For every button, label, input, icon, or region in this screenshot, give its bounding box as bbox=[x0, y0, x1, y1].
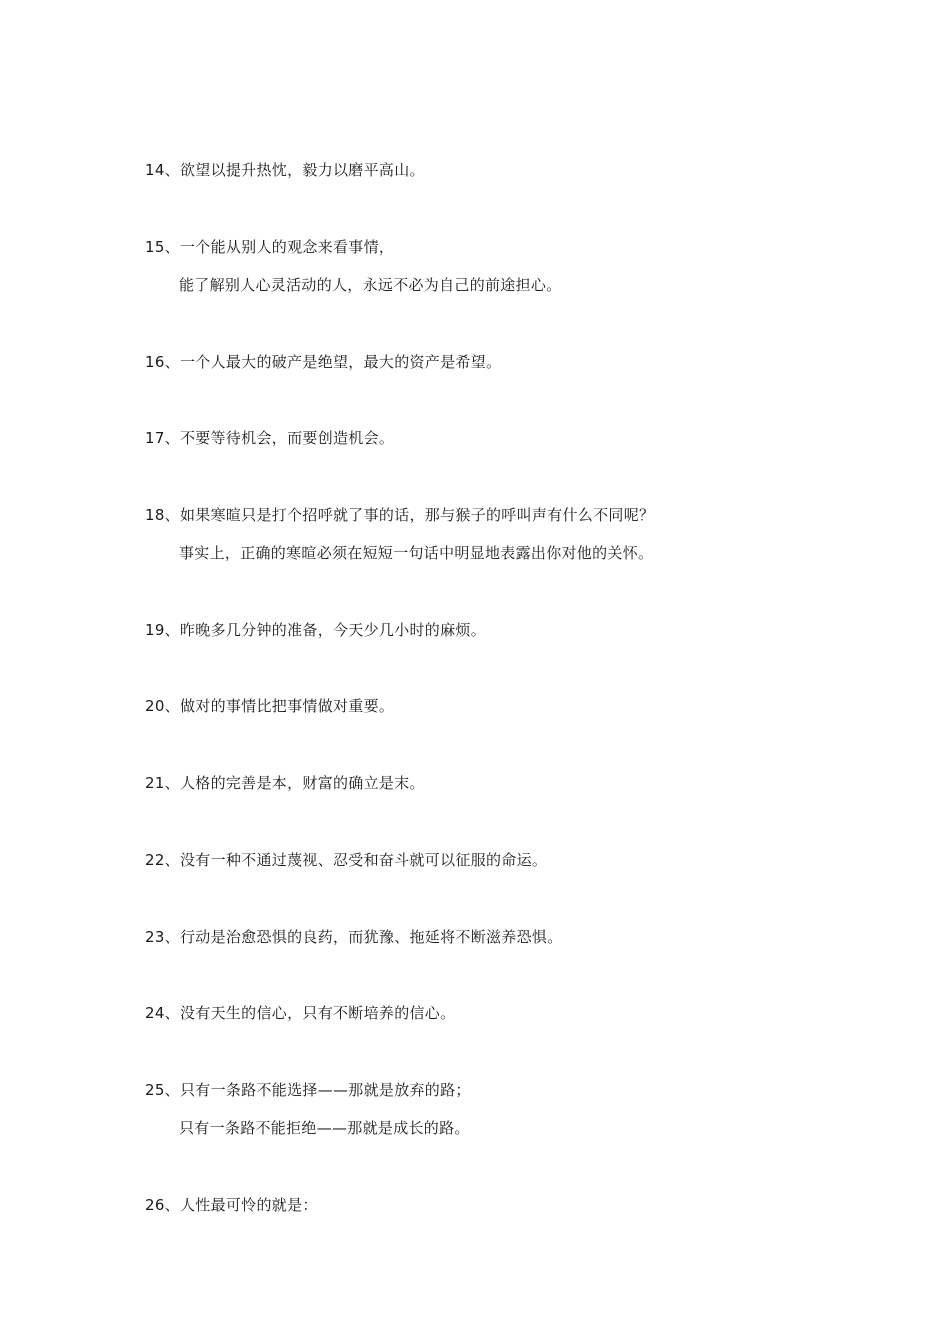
quote-25: 25、只有一条路不能选择——那就是放弃的路； bbox=[145, 1081, 471, 1099]
quote-17: 17、不要等待机会，而要创造机会。 bbox=[145, 429, 395, 447]
quote-19: 19、昨晚多几分钟的准备，今天少几小时的麻烦。 bbox=[145, 621, 486, 639]
quote-21: 21、人格的完善是本，财富的确立是末。 bbox=[145, 774, 425, 792]
quote-18: 18、如果寒暄只是打个招呼就了事的话，那与猴子的呼叫声有什么不同呢？ bbox=[145, 506, 655, 524]
quote-24: 24、没有天生的信心，只有不断培养的信心。 bbox=[145, 1004, 456, 1022]
quote-26: 26、人性最可怜的就是： bbox=[145, 1196, 318, 1214]
quote-18-continuation: 事实上，正确的寒暄必须在短短一句话中明显地表露出你对他的关怀。 bbox=[179, 544, 654, 562]
quote-22: 22、没有一种不通过蔑视、忍受和奋斗就可以征服的命运。 bbox=[145, 851, 548, 869]
quote-25-continuation: 只有一条路不能拒绝——那就是成长的路。 bbox=[179, 1119, 470, 1137]
quote-15-continuation: 能了解别人心灵活动的人，永远不必为自己的前途担心。 bbox=[179, 276, 562, 294]
quote-15: 15、一个能从别人的观念来看事情， bbox=[145, 238, 395, 256]
quote-20: 20、做对的事情比把事情做对重要。 bbox=[145, 697, 395, 715]
quote-14: 14、欲望以提升热忱，毅力以磨平高山。 bbox=[145, 161, 425, 179]
quote-16: 16、一个人最大的破产是绝望，最大的资产是希望。 bbox=[145, 353, 502, 371]
quote-23: 23、行动是治愈恐惧的良药，而犹豫、拖延将不断滋养恐惧。 bbox=[145, 928, 563, 946]
